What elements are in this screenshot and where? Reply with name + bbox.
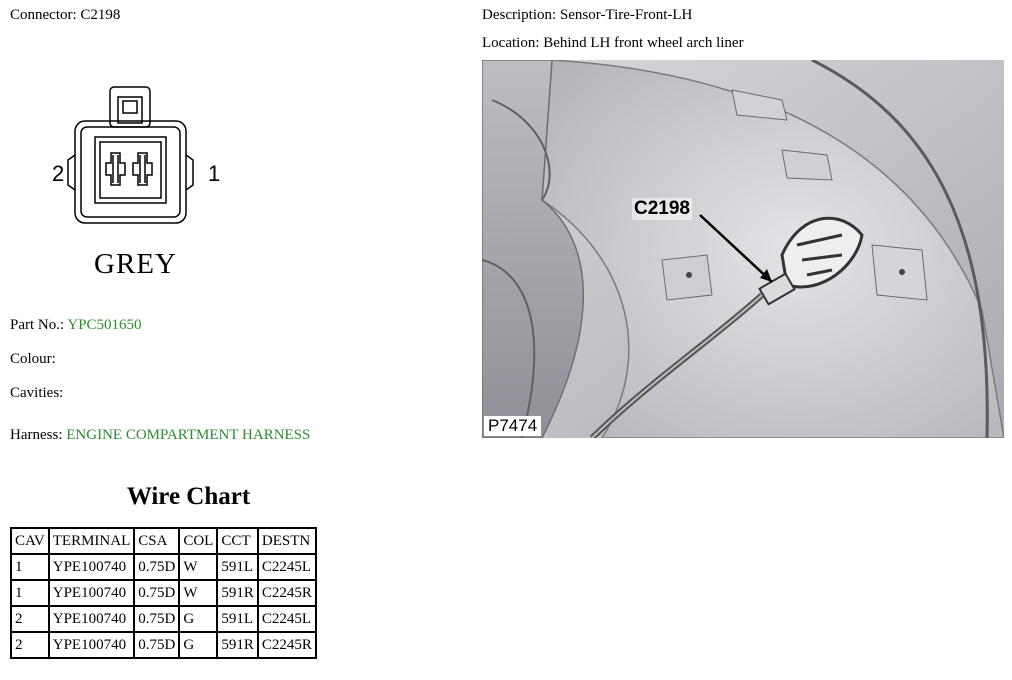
cav-cell: 2 (11, 632, 49, 658)
terminal-cell: YPE100740 (49, 606, 135, 632)
terminal-cell: YPE100740 (49, 632, 135, 658)
cav-cell: 2 (11, 606, 49, 632)
connector-heading (10, 6, 120, 24)
terminal-cell: YPE100740 (49, 554, 135, 580)
wire-chart-title: Wire Chart (126, 483, 251, 510)
cct-cell: 591R (217, 632, 258, 658)
column-header-cct: CCT (217, 528, 258, 554)
part-no-row (10, 316, 142, 334)
connector-face-drawing (48, 85, 248, 285)
destn-cell: C2245L (258, 606, 316, 632)
table-row (11, 580, 316, 606)
photo-reference-label: P7474 (484, 416, 541, 436)
harness-link[interactable]: ENGINE COMPARTMENT HARNESS (66, 427, 311, 443)
location-label: Location: (482, 35, 540, 51)
cav-cell: 1 (11, 580, 49, 606)
destn-cell: C2245R (258, 580, 316, 606)
connector-colour-label: GREY (94, 248, 177, 280)
cct-cell: 591L (217, 606, 258, 632)
table-row (11, 632, 316, 658)
wire-chart-header-row (11, 528, 316, 554)
location-value: Behind LH front wheel arch liner (543, 35, 744, 51)
colour-row (10, 350, 56, 368)
csa-cell: 0.75D (134, 580, 179, 606)
column-header-col: COL (179, 528, 217, 554)
csa-cell: 0.75D (134, 606, 179, 632)
wire-chart-table (10, 527, 317, 659)
column-header-csa: CSA (134, 528, 179, 554)
destn-cell: C2245L (258, 554, 316, 580)
cav-cell: 1 (11, 554, 49, 580)
colour-label: Colour: (10, 351, 56, 367)
column-header-cav: CAV (11, 528, 49, 554)
pin-label-1: 1 (208, 161, 221, 186)
terminal-cell: YPE100740 (49, 580, 135, 606)
destn-cell: C2245R (258, 632, 316, 658)
part-no-link[interactable]: YPC501650 (67, 317, 142, 333)
connector-face-diagram (48, 85, 248, 285)
csa-cell: 0.75D (134, 632, 179, 658)
description-value: Sensor-Tire-Front-LH (559, 7, 693, 23)
col-cell: W (179, 554, 217, 580)
pin-label-2: 2 (52, 161, 65, 186)
column-header-terminal: TERMINAL (49, 528, 135, 554)
col-cell: W (179, 580, 217, 606)
col-cell: G (179, 606, 217, 632)
cct-cell: 591L (217, 554, 258, 580)
cavities-label: Cavities: (10, 385, 64, 401)
column-header-destn: DESTN (258, 528, 316, 554)
col-cell: G (179, 632, 217, 658)
part-no-label: Part No.: (10, 317, 65, 333)
harness-label: Harness: (10, 427, 63, 443)
connector-value: C2198 (80, 7, 121, 23)
csa-cell: 0.75D (134, 554, 179, 580)
connector-label: Connector: (10, 7, 77, 23)
photo-callout-label: C2198 (634, 198, 690, 219)
table-row (11, 554, 316, 580)
wheel-arch-drawing (482, 60, 1004, 438)
description-heading (482, 6, 692, 24)
harness-row (10, 426, 310, 444)
description-label: Description: (482, 7, 557, 23)
location-illustration (482, 60, 1004, 438)
location-heading (482, 34, 744, 52)
cct-cell: 591R (217, 580, 258, 606)
table-row (11, 606, 316, 632)
cavities-row (10, 384, 63, 402)
